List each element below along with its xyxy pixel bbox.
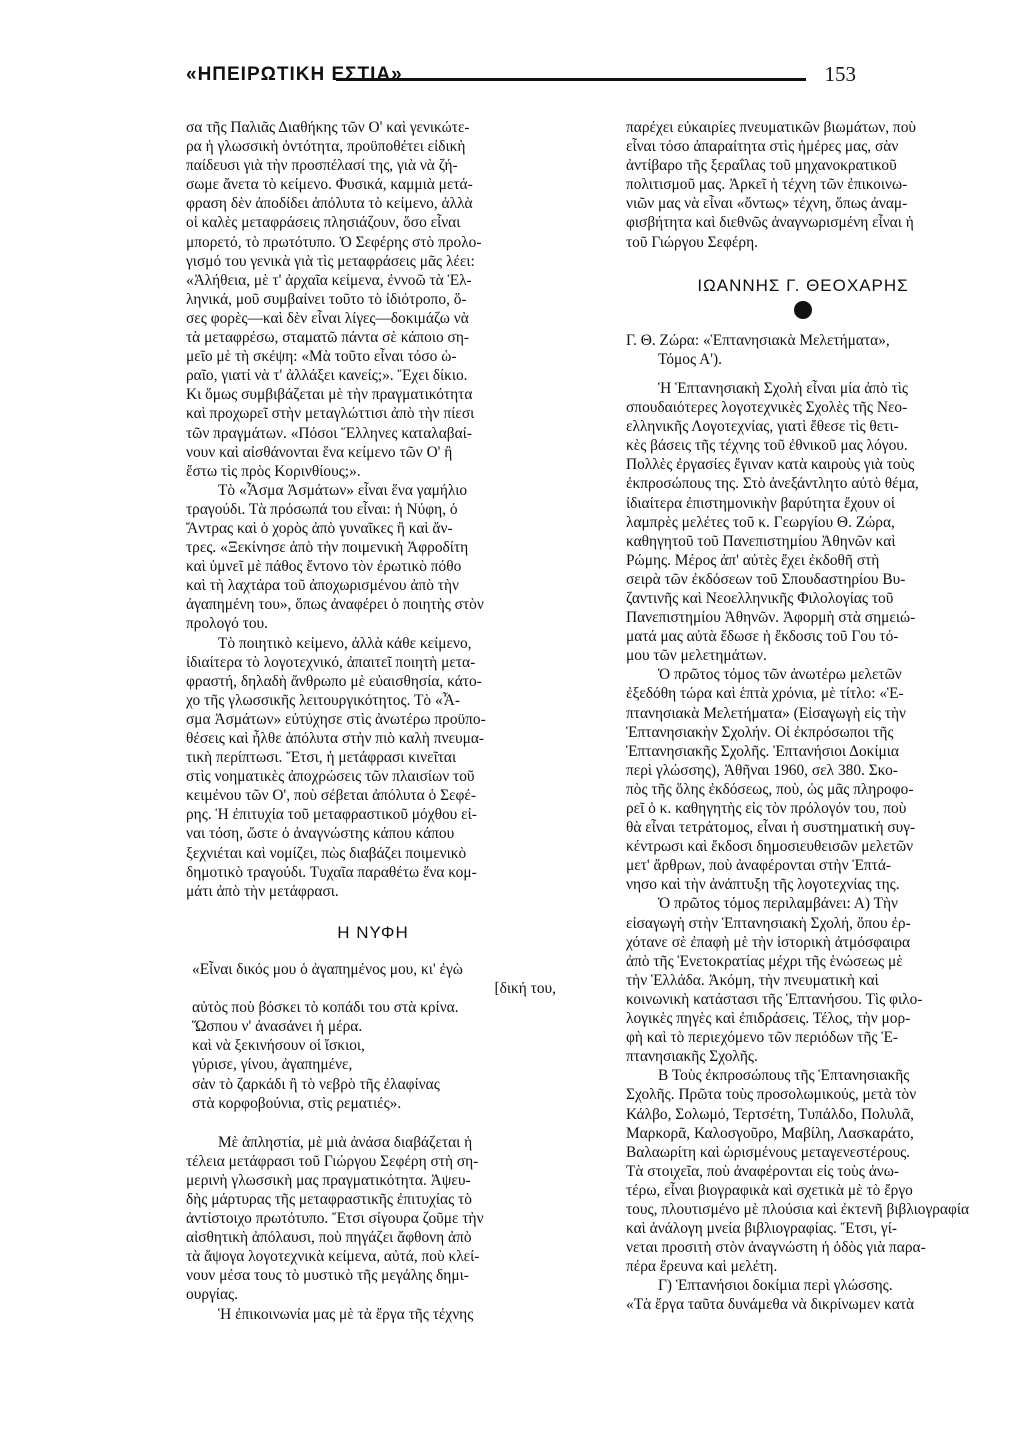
- text-line: ἀντίβαρο τῆς ξεραΐλας τοῦ μηχανοκρατικοῦ: [626, 157, 897, 175]
- text-line: καὶ ἀνάλογη μνεία βιβλιογραφίας. Ἔτσι, γί-: [626, 1220, 897, 1238]
- text-line: ἔστω τὶς πρὸς Κορινθίους;».: [186, 462, 361, 480]
- text-line: στὶς νοηματικὲς ἀποχρώσεις τῶν πλαισίων τοῦ: [186, 768, 475, 786]
- text-line: μεῖο μὲ τὴ σκέψη: «Μὰ τοῦτο εἶναι τόσο ὡ-: [186, 348, 457, 366]
- text-line: Τὸ ποιητικὸ κείμενο, ἀλλὰ κάθε κείμενο,: [218, 634, 472, 652]
- poem-excerpt: [186, 960, 560, 1113]
- text-line: ἐκπροσώπους της. Στὸ ἀνεξάντλητο αὐτὸ θέμα,: [626, 475, 919, 493]
- text-line: πὸς τῆς ὅλης ἐκδόσεως, ποὺ, ὡς μᾶς πληροφο-: [626, 780, 914, 798]
- text-line: Τὸ «Ἆσμα Ἀσμάτων» εἶναι ἕνα γαμήλιο: [218, 481, 468, 499]
- text-line: μπορετό, τὸ πρωτότυπο. Ὁ Σεφέρης στὸ προλο-: [186, 233, 482, 251]
- text-line: φραστή, δηλαδὴ ἄνθρωπο μὲ εὐαισθησία, κάτο-: [186, 672, 482, 690]
- text-line: ἰδιαίτερα ἐπιστημονικὴν βαρύτητα ἔχουν οἱ: [626, 494, 895, 512]
- text-line: τῶν πραγμάτων. «Πόσοι Ἕλληνες καταλαβαί-: [186, 424, 472, 442]
- text-line: «Ἀλήθεια, μὲ τ' ἀρχαῖα κείμενα, ἐννοῶ τὰ Ἑλ-: [186, 271, 472, 289]
- poem-line: στὰ κορφοβούνια, στὶς ρεματιές».: [192, 1094, 402, 1112]
- right-paragraph-6: [626, 1276, 980, 1314]
- text-line: Μὲ ἀπληστία, μὲ μιὰ ἀνάσα διαβάζεται ἡ: [218, 1133, 473, 1151]
- citation-line: Τόμος Α').: [658, 350, 722, 368]
- text-line: κειμένου τῶν Ο', ποὺ σέβεται ἀπόλυτα ὁ Σεφέ-: [186, 787, 476, 805]
- text-line: τους, πλουτισμένο μὲ πλούσια καὶ ἐκτενῆ βιβλιογραφία: [626, 1200, 970, 1218]
- page-header: [186, 60, 856, 90]
- text-line: πτανησιακὰ Μελετήματα» (Εἰσαγωγὴ εἰς τὴν: [626, 704, 906, 722]
- text-line: φισβήτητα καὶ διεθνῶς ἀναγνωρισμένη εἶναι ἡ: [626, 214, 914, 232]
- text-line: Σχολῆς. Πρῶτα τοὺς προσολωμικούς, μετὰ τὸν: [626, 1086, 917, 1104]
- text-line: κοινωνικὴ κατάστασι τῆς Ἑπτανήσου. Τὶς φιλο-: [626, 990, 923, 1008]
- text-line: καὶ ὑμνεῖ μὲ πάθος ἔντονο τὸν ἐρωτικὸ πόθο: [186, 558, 462, 576]
- text-line: περὶ γλώσσης), Ἀθῆναι 1960, σελ 380. Σκο-: [626, 761, 898, 779]
- text-line: δὴς μάρτυρας τῆς μεταφραστικῆς ἐπιτυχίας τὸ: [186, 1190, 472, 1208]
- text-line: αἰσθητικὴ ἀπόλαυσι, ποὺ πηγάζει ἄφθονη ἀπὸ: [186, 1229, 472, 1247]
- text-line: παίδευσι γιὰ τὴν προσπέλασί της, γιὰ νὰ ζή-: [186, 157, 458, 175]
- review-citation: [626, 331, 980, 369]
- right-paragraph-3: [626, 665, 980, 894]
- text-line: χο τῆς γλωσσικῆς λειτουργικότητος. Τὸ «Ἆ-: [186, 691, 460, 709]
- text-line: ἰδιαίτερα τὸ λογοτεχνικό, ἀπαιτεῖ ποιητὴ μετα-: [186, 653, 476, 671]
- text-line: γισμό του γενικὰ γιὰ τὶς μεταφράσεις μᾶς λέει:: [186, 252, 475, 270]
- right-column: [626, 118, 980, 1315]
- text-line: τρες. «Ξεκίνησε ἀπὸ τὴν ποιμενικὴ Ἀφροδίτη: [186, 539, 469, 557]
- text-line: Βαλαωρίτη καὶ ὡρισμένους μεταγενεστέρους.: [626, 1143, 911, 1161]
- section-bullet-icon: [794, 301, 812, 319]
- text-line: πολιτισμοῦ μας. Ἀρκεῖ ἡ τέχνη τῶν ἐπικοινω-: [626, 176, 908, 194]
- text-line: τικὴ περίπτωσι. Ἔτσι, ἡ μετάφρασι κινεῖται: [186, 749, 457, 767]
- text-line: Πολλὲς ἐργασίες ἔγιναν κατὰ καιροὺς γιὰ τοὺς: [626, 456, 915, 474]
- poem-line: σὰν τὸ ζαρκάδι ἢ τὸ νεβρὸ τῆς ἐλαφίνας: [192, 1075, 440, 1093]
- text-line: «Τὰ ἔργα ταῦτα δυνάμεθα νὰ δικρίνωμεν κατὰ: [626, 1296, 915, 1314]
- left-column: [186, 118, 560, 1324]
- text-line: καὶ προχωρεῖ στὴν μεταγλώττισι ἀπὸ τὴν πίεσι: [186, 405, 475, 423]
- text-line: σμα Ἀσμάτων» εὐτύχησε στὶς ἀνωτέρω προϋπο-: [186, 710, 486, 728]
- right-paragraph-1: [626, 118, 980, 252]
- text-line: τέλεια μετάφρασι τοῦ Γιώργου Σεφέρη στὴ ση-: [186, 1152, 479, 1170]
- text-line: πτανησιακῆς Σχολῆς.: [626, 1048, 758, 1066]
- spacer: [186, 1113, 560, 1133]
- text-line: ἐξεδόθη τώρα καὶ ἑπτὰ χρόνια, μὲ τίτλο: «Ἑ-: [626, 685, 904, 703]
- text-line: ρα ἡ γλωσσικὴ ὀντότητα, προϋποθέτει εἰδικὴ: [186, 138, 466, 156]
- text-line: Ἡ ἐπικοινωνία μας μὲ τὰ ἔργα τῆς τέχνης: [218, 1305, 474, 1323]
- poem-line: γύρισε, γίνου, ἀγαπημένε,: [192, 1056, 353, 1074]
- text-line: ματά μας αὐτὰ ἔδωσε ἡ ἔκδοσις τοῦ Γου τό-: [626, 628, 899, 646]
- text-line: ελληνικῆς Λογοτεχνίας, γιατὶ ἔθεσε τὶς θετι-: [626, 418, 899, 436]
- author-signature: ΙΩΑΝΝΗΣ Γ. ΘΕΟΧΑΡΗΣ: [697, 275, 909, 295]
- text-line: οἱ καλὲς μεταφράσεις πλησιάζουν, ὅσο εἶναι: [186, 214, 461, 232]
- text-line: Ὁ πρῶτος τόμος τῶν ἀνωτέρω μελετῶν: [658, 666, 902, 684]
- text-line: Τὰ στοιχεῖα, ποὺ ἀναφέρονται εἰς τοὺς ἀνω-: [626, 1162, 900, 1180]
- text-line: θὰ εἶναι τετράτομος, εἶναι ἡ συστηματικὴ συγ-: [626, 819, 916, 837]
- text-line: εἶναι τόσο ἀπαραίτητα στὶς ἡμέρες μας, σὰν: [626, 138, 899, 156]
- right-paragraph-4: [626, 894, 980, 1066]
- text-line: νησο καὶ τὴν ἀνάπτυξη τῆς λογοτεχνίας της.: [626, 876, 900, 894]
- text-line: Ἡ Ἑπτανησιακὴ Σχολὴ εἶναι μία ἀπὸ τὶς: [658, 379, 908, 397]
- poem-line: Ὥσπου ν' ἀνασάνει ἡ μέρα.: [192, 1018, 363, 1036]
- text-line: ναι τόση, ὥστε ὁ ἀναγνώστης κάπου κάπου: [186, 825, 455, 843]
- text-line: Γ) Ἑπτανήσιοι δοκίμια περὶ γλώσσης.: [658, 1277, 893, 1295]
- text-line: Κάλβο, Σολωμό, Τερτσέτη, Τυπάλδο, Πολυλᾶ,: [626, 1105, 914, 1123]
- text-line: ἀγαπημένη του», ὅπως ἀναφέρει ὁ ποιητὴς στὸν: [186, 596, 484, 614]
- text-line: Κι ὅμως συμβιβάζεται μὲ τὴν πραγματικότητα: [186, 386, 473, 404]
- text-line: θέσεις καὶ ἦλθε ἀπόλυτα στὴν πιὸ καλὴ πνευμα-: [186, 730, 485, 747]
- text-line: φραση δὲν ἀποδίδει ἀπόλυτα τὸ κείμενο, ἀλλὰ: [186, 195, 473, 213]
- text-line: Ρώμης. Μέρος ἀπ' αὐτὲς ἔχει ἐκδοθῆ στὴ: [626, 551, 880, 569]
- text-line: ζαντινῆς καὶ Νεοελληνικῆς Φιλολογίας τοῦ: [626, 589, 894, 607]
- text-line: λαμπρὲς μελέτες τοῦ κ. Γεωργίου Θ. Ζώρα,: [626, 513, 895, 531]
- text-line: σα τῆς Παλιᾶς Διαθήκης τῶν Ο' καὶ γενικώτε-: [186, 119, 470, 136]
- text-line: σπουδαιότερες λογοτεχνικὲς Σχολὲς τῆς Νεο-: [626, 399, 908, 417]
- text-line: τοῦ Γιώργου Σεφέρη.: [626, 233, 758, 251]
- citation-line: Γ. Θ. Ζώρα: «Ἑπτανησιακὰ Μελετήματα»,: [626, 331, 890, 349]
- text-line: τὰ μεταφρέσω, σταματῶ πάντα σὲ κάποιο ση-: [186, 329, 470, 347]
- text-line: Β Τοὺς ἐκπροσώπους τῆς Ἑπτανησιακῆς: [658, 1067, 910, 1085]
- text-line: Ἑπτανησιακὴν Σχολήν. Οἱ ἐκπρόσωποι τῆς: [626, 723, 894, 741]
- text-line: ἀντίστοιχο πρωτότυπο. Ἔτσι σίγουρα ζοῦμε τὴν: [186, 1210, 484, 1228]
- text-line: εἰσαγωγὴ στὴν Ἑπτανησιακὴ Σχολή, ὅπου ἐρ-: [626, 914, 911, 932]
- text-line: μερινὴ γλωσσικὴ μας πραγματικότητα. Ἀψευ-: [186, 1171, 471, 1189]
- text-line: σειρὰ τῶν ἐκδόσεων τοῦ Σπουδαστηρίου Βυ-: [626, 570, 906, 588]
- text-line: ραῖο, γιατί νὰ τ' ἀλλάξει κανείς;». Ἔχει δίκιο.: [186, 367, 468, 385]
- text-line: νιῶν μας νὰ εἶναι «ὄντως» τέχνη, ὅπως ἀναμ-: [626, 195, 908, 213]
- text-line: κέντρωσι καὶ ἔκδοσι δημοσιευθεισῶν μελετῶν: [626, 838, 914, 856]
- text-line: νεται προσιτὴ στὸν ἀναγνώστη ἡ ὁδὸς γιὰ παρα-: [626, 1239, 926, 1257]
- text-line: μετ' ἄρθρων, ποὺ ἀναφέρονται στὴν Ἑπτά-: [626, 857, 892, 875]
- text-line: τὴν Ἑλλάδα. Ἀκόμη, τὴν πνευματικὴ καὶ: [626, 971, 879, 989]
- text-line: τραγούδι. Τὰ πρόσωπά του εἶναι: ἡ Νύφη, ὁ: [186, 500, 458, 518]
- text-line: σες φορὲς—καὶ δὲν εἶναι λίγες—δοκιμάζω νὰ: [186, 309, 469, 327]
- journal-title: «ΗΠΕΙΡΩΤΙΚΗ ΕΣΤΙΑ»: [186, 64, 403, 85]
- text-line: ἀπὸ τῆς Ἑνετοκρατίας μέχρι τῆς ἑνώσεως μὲ: [626, 952, 903, 970]
- text-line: καὶ τὴ λαχτάρα τοῦ ἀποχωρισμένου ἀπὸ τὴν: [186, 577, 459, 595]
- poem-line: αὐτὸς ποὺ βόσκει τὸ κοπάδι του στὰ κρίνα.: [192, 999, 459, 1017]
- text-line: Μαρκορᾶ, Καλοσγοῦρο, Μαβίλη, Λασκαράτο,: [626, 1124, 914, 1142]
- left-paragraph-4: [186, 1133, 560, 1305]
- poem-line: καὶ νὰ ξεκινήσουν οἱ ἴσκιοι,: [192, 1037, 365, 1055]
- text-line: καθηγητοῦ τοῦ Πανεπιστημίου Ἀθηνῶν καὶ: [626, 532, 896, 550]
- text-line: Πανεπιστημίου Ἀθηνῶν. Ἀφορμὴ στὰ σημειώ-: [626, 609, 916, 627]
- text-line: λογικὲς πηγὲς καὶ ἐπιδράσεις. Τέλος, τὴν μορ-: [626, 1010, 911, 1028]
- text-line: φὴ καὶ τὸ περιεχόμενο τῶν περιόδων τῆς Ἑ-: [626, 1029, 898, 1047]
- right-paragraph-5: [626, 1066, 980, 1276]
- text-line: Ὁ πρῶτος τόμος περιλαμβάνει: Α) Τὴν: [658, 895, 898, 913]
- text-line: τὰ ἄψογα λογοτεχνικὰ κείμενα, αὐτά, ποὺ κλεί-: [186, 1248, 480, 1266]
- text-line: χότανε σὲ ἐπαφὴ μὲ τὴν ἱστορικὴ ἀτμόσφαιρα: [626, 933, 911, 951]
- text-line: πέρα ἔρευνα καὶ μελέτη.: [626, 1258, 778, 1276]
- left-paragraph-2: [186, 481, 560, 634]
- spacer: [626, 369, 980, 379]
- poem-line: «Εἶναι δικός μου ὁ ἀγαπημένος μου, κι' ἐγὼ: [192, 960, 463, 978]
- text-line: ληνικά, μοῦ συμβαίνει τοῦτο τὸ ἰδιότροπο, ὅ-: [186, 290, 467, 308]
- text-line: ρης. Ἡ ἐπιτυχία τοῦ μεταφραστικοῦ μόχθου εἰ-: [186, 806, 477, 824]
- page-number: 153: [824, 62, 856, 86]
- poem-title: Η ΝΥΦΗ: [337, 922, 409, 942]
- text-line: νουν μέσα τους τὸ μυστικὸ τῆς μεγάλης δημι-: [186, 1267, 469, 1285]
- poem-line: [δική του,: [494, 980, 556, 998]
- text-line: Ἄντρας καὶ ὁ χορὸς ἀπὸ γυναῖκες ἢ καὶ ἄν-: [186, 519, 453, 537]
- left-paragraph-5: [186, 1305, 560, 1324]
- text-line: ουργίας.: [186, 1286, 238, 1304]
- header-rule: [336, 78, 806, 81]
- text-line: ξεχνιέται καὶ νομίζει, πὼς διαβάζει ποιμενικὸ: [186, 844, 467, 862]
- text-line: προλογό του.: [186, 615, 268, 633]
- text-line: παρέχει εὐκαιρίες πνευματικῶν βιωμάτων, ποὺ: [626, 119, 917, 136]
- text-line: μάτι ἀπὸ τὴν μετάφρασι.: [186, 882, 339, 900]
- text-line: νουν καὶ αἰσθάνονται ἕνα κείμενο τῶν Ο' ἢ: [186, 443, 453, 461]
- text-line: σωμε ἄνετα τὸ κείμενο. Φυσικά, καμμιὰ μετά-: [186, 176, 473, 194]
- left-paragraph-3: [186, 634, 560, 901]
- text-line: ρεῖ ὁ κ. καθηγητὴς εἰς τὸν πρόλογόν του, ποὺ: [626, 800, 907, 817]
- left-paragraph-1: [186, 118, 560, 481]
- text-line: δημοτικὸ τραγούδι. Τυχαῖα παραθέτω ἕνα κομ-: [186, 863, 477, 881]
- text-line: κὲς βάσεις τῆς τέχνης τοῦ ἐθνικοῦ μας λόγου.: [626, 437, 908, 455]
- text-line: μου τῶν μελετημάτων.: [626, 647, 767, 665]
- text-line: τέρω, εἶναι βιογραφικὰ καὶ σχετικὰ μὲ τὸ ἔργο: [626, 1181, 913, 1199]
- right-paragraph-2: [626, 379, 980, 665]
- text-line: Ἑπτανησιακῆς Σχολῆς. Ἑπτανήσιοι Δοκίμια: [626, 742, 899, 760]
